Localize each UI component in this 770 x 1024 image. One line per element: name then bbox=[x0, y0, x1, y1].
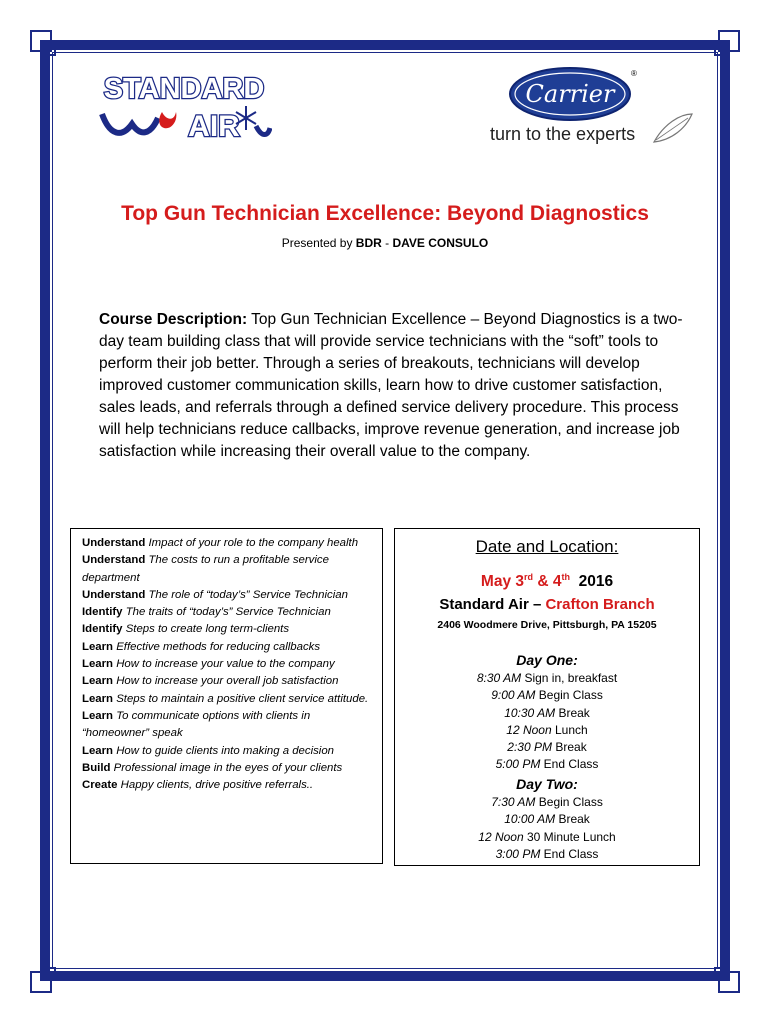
objective-verb: Understand bbox=[82, 537, 146, 549]
schedule-time: 12 Noon bbox=[506, 722, 552, 737]
schedule-day-two bbox=[395, 774, 699, 863]
objective-text: The traits of “today’s” Service Technician bbox=[125, 606, 331, 619]
corner-ornament bbox=[714, 44, 726, 56]
standard-air-logo-line1: STANDARD bbox=[103, 73, 265, 105]
objective-verb: Learn bbox=[82, 692, 114, 705]
schedule-activity: Begin Class bbox=[538, 688, 603, 703]
objective-text: Professional image in the eyes of your clients bbox=[113, 761, 343, 774]
objective-item bbox=[82, 604, 374, 621]
schedule-item bbox=[395, 811, 699, 828]
objective-item bbox=[82, 552, 374, 587]
objective-item bbox=[82, 639, 374, 656]
day-label: Day One: bbox=[516, 652, 578, 668]
venue-branch: Crafton Branch bbox=[545, 596, 655, 613]
event-address: 2406 Woodmere Drive, Pittsburgh, PA 15205 bbox=[437, 619, 657, 631]
objective-verb: Learn bbox=[82, 658, 114, 671]
description-label: Course Description: bbox=[99, 311, 248, 328]
schedule-item bbox=[395, 829, 699, 846]
objective-verb: Learn bbox=[82, 640, 114, 653]
event-venue bbox=[395, 596, 699, 613]
presenter-name: DAVE CONSULO bbox=[392, 236, 489, 250]
day-one-items bbox=[395, 670, 699, 774]
schedule-item bbox=[395, 705, 699, 722]
schedule-time: 7:30 AM bbox=[491, 795, 536, 809]
standard-air-logo-line2: AIR bbox=[188, 110, 240, 143]
schedule-time: 12 Noon bbox=[478, 829, 524, 844]
objective-item bbox=[82, 656, 374, 673]
event-date-suffix1: rd bbox=[524, 572, 534, 582]
objectives-box bbox=[70, 528, 383, 864]
corner-ornament bbox=[714, 967, 726, 979]
venue-name: Standard Air – bbox=[439, 596, 546, 613]
objective-text: Impact of your role to the company health bbox=[148, 537, 359, 549]
description-text: Top Gun Technician Excellence – Beyond Diagnostics is a two-day team building class that will provide service technicians with the “soft” tools to perform their job better. Through a series of breakouts, technicians will develop improved customer communication skills, learn how to drive customer satisfaction, sales leads, and referrals through a defined service delivery procedure. This process will help technicians reduce callbacks, improve revenue generation, and increase job satisfaction while increasing their overall value to the company. bbox=[99, 311, 683, 460]
schedule-item bbox=[395, 722, 699, 739]
schedule-activity: Lunch bbox=[555, 722, 588, 737]
event-date-suffix2: th bbox=[561, 572, 570, 582]
event-year: 2016 bbox=[578, 573, 614, 591]
carrier-logo bbox=[488, 66, 694, 150]
objective-item bbox=[82, 621, 374, 638]
objective-item bbox=[82, 691, 374, 708]
event-date-end: & 4 bbox=[533, 573, 562, 591]
objective-verb: Learn bbox=[82, 744, 114, 757]
schedule-item bbox=[395, 739, 699, 756]
schedule-activity: Break bbox=[558, 705, 590, 720]
carrier-tagline: turn to the experts bbox=[490, 124, 636, 144]
objective-text: The costs to run a profitable service department bbox=[82, 554, 329, 584]
objective-text: To communicate options with clients in “homeowner” speak bbox=[82, 709, 311, 740]
objective-item bbox=[82, 743, 374, 760]
schedule-day-one bbox=[395, 650, 699, 774]
date-location-box bbox=[394, 528, 700, 866]
schedule-item bbox=[395, 687, 699, 704]
event-date-start: May 3 bbox=[480, 573, 525, 591]
objective-text: How to increase your value to the company bbox=[116, 658, 335, 671]
objective-verb: Create bbox=[82, 779, 118, 792]
schedule-item bbox=[395, 846, 699, 863]
objective-text: Effective methods for reducing callbacks bbox=[116, 640, 321, 653]
registered-mark: ® bbox=[631, 69, 637, 78]
event-dates bbox=[395, 572, 699, 591]
schedule-time: 10:00 AM bbox=[504, 812, 556, 827]
schedule-activity: Break bbox=[555, 740, 587, 755]
carrier-logo-name: Carrier bbox=[525, 80, 615, 108]
schedule-time: 2:30 PM bbox=[507, 740, 552, 755]
objective-verb: Learn bbox=[82, 709, 114, 722]
objective-verb: Understand bbox=[82, 554, 146, 567]
objective-item bbox=[82, 708, 374, 743]
objective-item bbox=[82, 535, 374, 552]
corner-ornament bbox=[44, 44, 56, 56]
standard-air-logo bbox=[96, 68, 272, 146]
objective-verb: Identify bbox=[82, 606, 123, 619]
schedule-activity: End Class bbox=[543, 846, 599, 861]
objective-text: Happy clients, drive positive referrals.. bbox=[120, 779, 314, 792]
schedule-activity: 30 Minute Lunch bbox=[526, 829, 616, 844]
schedule-time: 10:30 AM bbox=[504, 705, 556, 720]
objective-text: How to increase your overall job satisfaction bbox=[116, 675, 339, 688]
objective-item bbox=[82, 673, 374, 690]
corner-ornament bbox=[44, 967, 56, 979]
schedule-activity: End Class bbox=[543, 757, 599, 772]
day-label: Day Two: bbox=[516, 776, 578, 792]
objective-text: Steps to maintain a positive client service attitude. bbox=[116, 692, 369, 705]
schedule-activity: Begin Class bbox=[538, 795, 603, 809]
objectives-list bbox=[82, 535, 374, 794]
objective-text: The role of “today’s” Service Technician bbox=[148, 588, 348, 601]
presenter-line bbox=[0, 236, 770, 250]
schedule-activity: Break bbox=[558, 812, 590, 827]
date-location-heading: Date and Location: bbox=[475, 537, 619, 556]
schedule-activity: Sign in, breakfast bbox=[524, 671, 618, 685]
schedule-time: 8:30 AM bbox=[476, 671, 522, 685]
objective-text: Steps to create long term-clients bbox=[125, 623, 290, 636]
schedule-time: 9:00 AM bbox=[491, 688, 536, 703]
presenter-separator: - bbox=[381, 236, 393, 250]
objective-verb: Identify bbox=[82, 623, 123, 636]
schedule-item bbox=[395, 756, 699, 773]
page-title: Top Gun Technician Excellence: Beyond Diagnostics bbox=[121, 202, 649, 225]
flame-icon bbox=[159, 112, 176, 128]
objective-item bbox=[82, 777, 374, 794]
objective-verb: Build bbox=[82, 761, 111, 774]
objective-verb: Learn bbox=[82, 675, 114, 688]
objective-verb: Understand bbox=[82, 588, 146, 601]
day-two-items bbox=[395, 794, 699, 863]
objective-item bbox=[82, 587, 374, 604]
presented-prefix: Presented by bbox=[281, 236, 353, 250]
schedule-time: 5:00 PM bbox=[495, 757, 541, 772]
presenter-org: BDR bbox=[355, 236, 382, 250]
schedule-item bbox=[395, 670, 699, 687]
objective-text: How to guide clients into making a decision bbox=[116, 744, 335, 757]
course-description bbox=[99, 309, 689, 463]
objective-item bbox=[82, 760, 374, 777]
schedule-item bbox=[395, 794, 699, 811]
schedule-time: 3:00 PM bbox=[495, 846, 541, 861]
